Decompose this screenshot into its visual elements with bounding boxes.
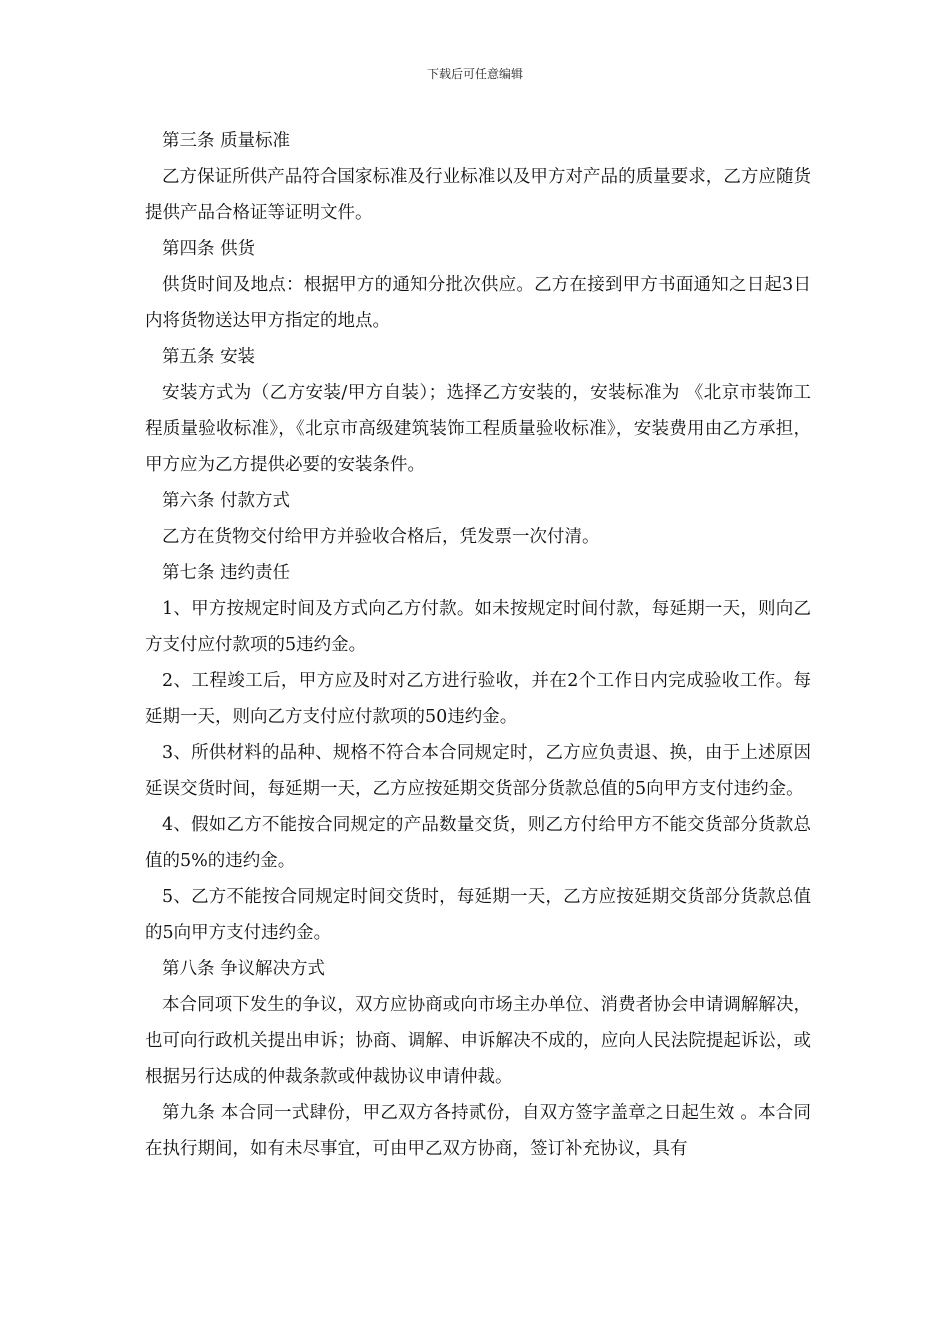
article-3-text: 乙方保证所供产品符合国家标准及行业标准以及甲方对产品的质量要求，乙方应随货提供产品合格证等证明文件。 bbox=[145, 167, 811, 223]
article-4-heading: 第四条 供货 bbox=[162, 239, 256, 259]
document-body bbox=[145, 123, 811, 1167]
article-7-item-1: 1、甲方按规定时间及方式向乙方付款。如未按规定时间付款，每延期一天，则向乙方支付应付款项的5违约金。 bbox=[145, 599, 811, 655]
article-7-item-4: 4、假如乙方不能按合同规定的产品数量交货，则乙方付给甲方不能交货部分货款总值的5%的违约金。 bbox=[145, 815, 811, 871]
article-7-item-2: 2、工程竣工后，甲方应及时对乙方进行验收，并在2个工作日内完成验收工作。每延期一天，则向乙方支付应付款项的50违约金。 bbox=[145, 671, 811, 727]
article-8-text: 本合同项下发生的争议，双方应协商或向市场主办单位、消费者协会申请调解解决，也可向行政机关提出申诉；协商、调解、申诉解决不成的，应向人民法院提起诉讼，或根据另行达成的仲裁条款或仲裁协议申请仲裁。 bbox=[145, 995, 811, 1087]
article-7-heading: 第七条 违约责任 bbox=[162, 563, 291, 583]
article-6-text: 乙方在货物交付给甲方并验收合格后，凭发票一次付清。 bbox=[162, 527, 600, 547]
article-9-text: 第九条 本合同一式肆份，甲乙双方各持贰份，自双方签字盖章之日起生效 。本合同在执行期间，如有未尽事宜，可由甲乙双方协商，签订补充协议，具有 bbox=[145, 1103, 811, 1159]
article-7-item-3: 3、所供材料的品种、规格不符合本合同规定时，乙方应负责退、换，由于上述原因延误交货时间，每延期一天，乙方应按延期交货部分货款总值的5向甲方支付违约金。 bbox=[145, 743, 811, 799]
article-5-text: 安装方式为（乙方安装/甲方自装）；选择乙方安装的，安装标准为 《北京市装饰工程质量验收标准》，《北京市高级建筑装饰工程质量验收标准》，安装费用由乙方承担，甲方应为乙方提供必要的安装条件。 bbox=[145, 383, 811, 475]
article-8-heading: 第八条 争议解决方式 bbox=[162, 959, 326, 979]
article-6-heading: 第六条 付款方式 bbox=[162, 491, 291, 511]
article-3-heading: 第三条 质量标准 bbox=[162, 131, 291, 151]
article-5-heading: 第五条 安装 bbox=[162, 347, 256, 367]
article-7-item-5: 5、乙方不能按合同规定时间交货时，每延期一天，乙方应按延期交货部分货款总值的5向甲方支付违约金。 bbox=[145, 887, 811, 943]
page-header-note: 下载后可任意编辑 bbox=[426, 67, 523, 81]
article-4-text: 供货时间及地点：根据甲方的通知分批次供应。乙方在接到甲方书面通知之日起3日内将货物送达甲方指定的地点。 bbox=[145, 275, 811, 331]
